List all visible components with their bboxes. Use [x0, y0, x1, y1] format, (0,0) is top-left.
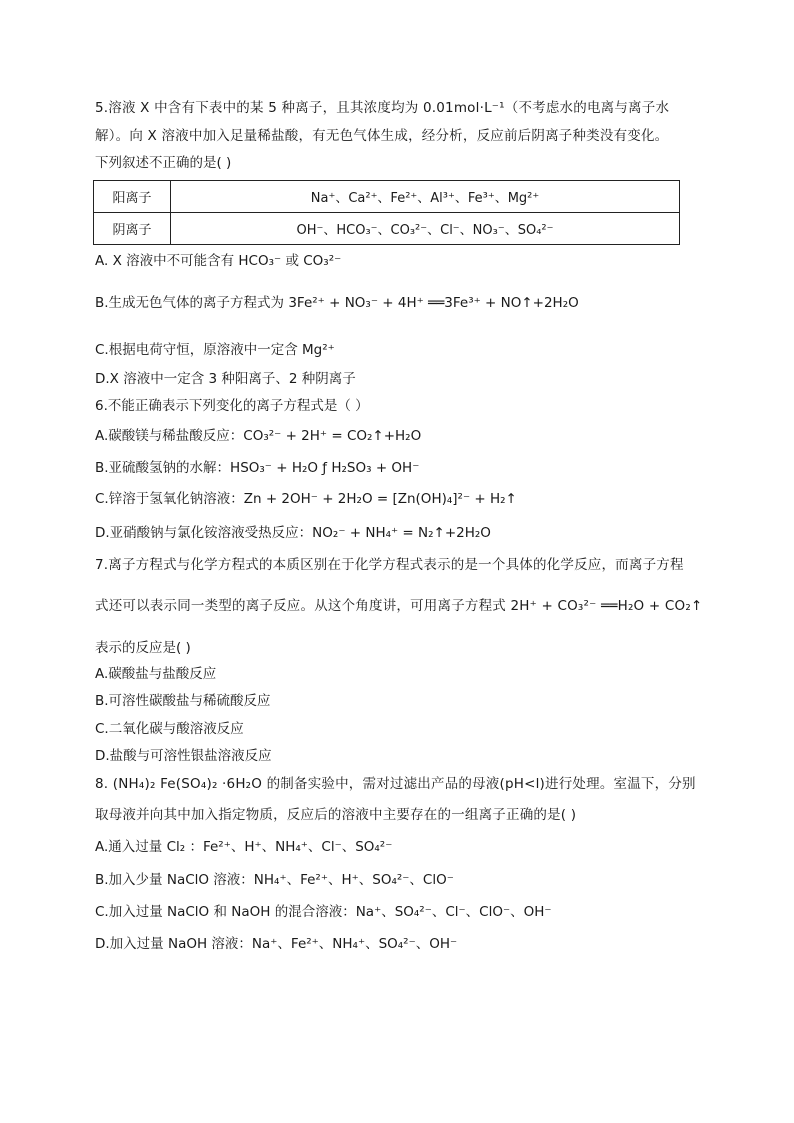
q7-option-a: A.碳酸盐与盐酸反应 [95, 666, 217, 682]
q8-option-b: B.加入少量 NaClO 溶液：NH₄⁺、Fe²⁺、H⁺、SO₄²⁻、ClO⁻ [95, 872, 454, 888]
table-cell-cations: Na⁺、Ca²⁺、Fe²⁺、Al³⁺、Fe³⁺、Mg²⁺ [171, 181, 680, 213]
q5-stem-line-1: 5.溶液 X 中含有下表中的某 5 种离子，且其浓度均为 0.01mol·L⁻¹（不考虑水的电离与离子水 [95, 100, 670, 116]
q5-option-d: D.X 溶液中一定含 3 种阳离子、2 种阴离子 [95, 371, 356, 387]
q7-stem-line-3: 表示的反应是( ) [95, 640, 191, 656]
table-row [94, 181, 680, 213]
q8-stem-line-1: 8. (NH₄)₂ Fe(SO₄)₂ ·6H₂O 的制备实验中，需对过滤出产品的母液(pH<l)进行处理。室温下，分别 [95, 776, 696, 792]
q8-option-c: C.加入过量 NaClO 和 NaOH 的混合溶液：Na⁺、SO₄²⁻、Cl⁻、ClO⁻、OH⁻ [95, 904, 552, 920]
q6-stem: 6.不能正确表示下列变化的离子方程式是（ ） [95, 398, 369, 414]
q7-option-c: C.二氧化碳与酸溶液反应 [95, 721, 244, 737]
q5-stem-line-2: 解）。向 X 溶液中加入足量稀盐酸，有无色气体生成，经分析，反应前后阴离子种类没有变化。 [95, 128, 669, 144]
q5-option-b: B.生成无色气体的离子方程式为 3Fe²⁺ + NO₃⁻ + 4H⁺ ══3Fe³⁺ + NO↑+2H₂O [95, 295, 579, 311]
q5-option-c: C.根据电荷守恒，原溶液中一定含 Mg²⁺ [95, 342, 335, 358]
ion-table [93, 180, 680, 245]
q5-stem-line-3: 下列叙述不正确的是( ) [95, 155, 232, 171]
q7-option-d: D.盐酸与可溶性银盐溶液反应 [95, 748, 272, 764]
q7-stem-line-2: 式还可以表示同一类型的离子反应。从这个角度讲，可用离子方程式 2H⁺ + CO₃²⁻ ══H₂O + CO₂↑ [95, 598, 703, 614]
q8-option-d: D.加入过量 NaOH 溶液：Na⁺、Fe²⁺、NH₄⁺、SO₄²⁻、OH⁻ [95, 936, 458, 952]
table-header-cation: 阳离子 [94, 181, 171, 213]
q6-option-c: C.锌溶于氢氧化钠溶液：Zn + 2OH⁻ + 2H₂O = [Zn(OH)₄]²⁻ + H₂↑ [95, 491, 517, 507]
q6-option-a: A.碳酸镁与稀盐酸反应：CO₃²⁻ + 2H⁺ = CO₂↑+H₂O [95, 428, 422, 444]
q7-stem-line-1: 7.离子方程式与化学方程式的本质区别在于化学方程式表示的是一个具体的化学反应，而离子方程 [95, 557, 684, 573]
q8-stem-line-2: 取母液并向其中加入指定物质，反应后的溶液中主要存在的一组离子正确的是( ) [95, 807, 577, 823]
q8-option-a: A.通入过量 Cl₂ ：Fe²⁺、H⁺、NH₄⁺、Cl⁻、SO₄²⁻ [95, 839, 393, 855]
table-cell-anions: OH⁻、HCO₃⁻、CO₃²⁻、Cl⁻、NO₃⁻、SO₄²⁻ [171, 213, 680, 245]
table-row [94, 213, 680, 245]
q5-option-a: A. X 溶液中不可能含有 HCO₃⁻ 或 CO₃²⁻ [95, 253, 342, 269]
q7-option-b: B.可溶性碳酸盐与稀硫酸反应 [95, 693, 271, 709]
table-header-anion: 阴离子 [94, 213, 171, 245]
q6-option-d: D.亚硝酸钠与氯化铵溶液受热反应：NO₂⁻ + NH₄⁺ = N₂↑+2H₂O [95, 525, 491, 541]
q6-option-b: B.亚硫酸氢钠的水解：HSO₃⁻ + H₂O ƒ H₂SO₃ + OH⁻ [95, 460, 420, 476]
